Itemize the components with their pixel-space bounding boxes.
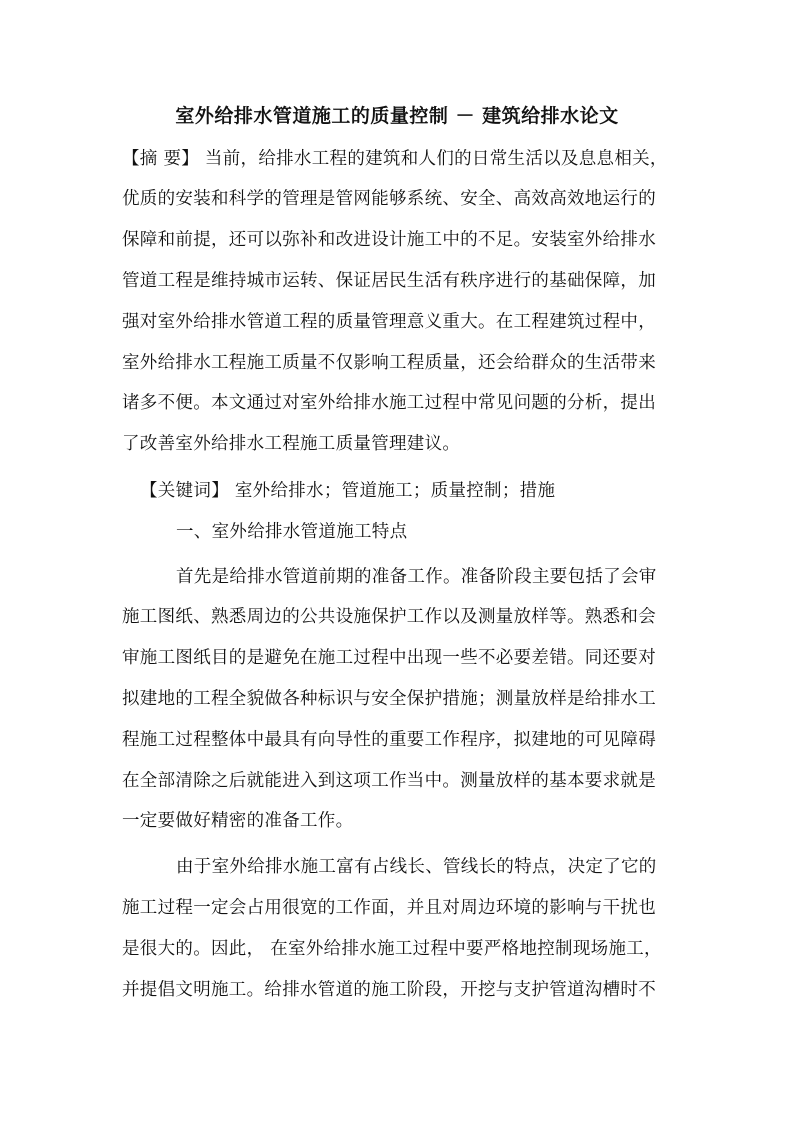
paragraph-line: 由于室外给排水施工富有占线长、管线长的特点，决定了它的 xyxy=(176,857,657,877)
abstract-line: 了改善室外给排水工程施工质量管理建议。 xyxy=(122,434,461,454)
keywords-line: 【关键词】 室外给排水；管道施工；质量控制；措施 xyxy=(140,481,556,501)
paragraph-line: 并提倡文明施工。给排水管道的施工阶段，开挖与支护管道沟槽时不 xyxy=(122,980,656,1000)
paragraph-line: 程施工过程整体中最具有向导性的重要工作程序，拟建地的可见障碍 xyxy=(122,730,656,750)
abstract-line: 保障和前提，还可以弥补和改进设计施工中的不足。安装室外给排水 xyxy=(122,230,656,250)
abstract-line: 【摘 要】 当前，给排水工程的建筑和人们的日常生活以及息息相关， xyxy=(122,149,668,169)
section-heading: 一、室外给排水管道施工特点 xyxy=(176,522,408,542)
paragraph-line: 审施工图纸目的是避免在施工过程中出现一些不必要差错。同还要对 xyxy=(122,648,656,668)
paragraph-line: 在全部清除之后就能进入到这项工作当中。测量放样的基本要求就是 xyxy=(122,771,656,791)
abstract-line: 优质的安装和科学的管理是管网能够系统、安全、高效高效地运行的 xyxy=(122,189,656,209)
paragraph-line: 是很大的。因此， 在室外给排水施工过程中要严格地控制现场施工， xyxy=(122,939,662,959)
abstract-line: 诸多不便。本文通过对室外给排水施工过程中常见问题的分析，提出 xyxy=(122,393,656,413)
paragraph-line: 施工图纸、熟悉周边的公共设施保护工作以及测量放样等。熟悉和会 xyxy=(122,607,656,627)
paragraph-line: 施工过程一定会占用很宽的工作面，并且对周边环境的影响与干扰也 xyxy=(122,898,656,918)
abstract-line: 室外给排水工程施工质量不仅影响工程质量，还会给群众的生活带来 xyxy=(122,353,656,373)
document-title: 室外给排水管道施工的质量控制 － 建筑给排水论文 xyxy=(175,105,619,127)
paragraph-line: 一定要做好精密的准备工作。 xyxy=(122,811,354,831)
paragraph-line: 拟建地的工程全貌做各种标识与安全保护措施；测量放样是给排水工 xyxy=(122,689,656,709)
abstract-line: 管道工程是维持城市运转、保证居民生活有秩序进行的基础保障，加 xyxy=(122,271,656,291)
abstract-line: 强对室外给排水管道工程的质量管理意义重大。在工程建筑过程中， xyxy=(122,312,656,332)
paragraph-line: 首先是给排水管道前期的准备工作。准备阶段主要包括了会审 xyxy=(176,567,657,587)
